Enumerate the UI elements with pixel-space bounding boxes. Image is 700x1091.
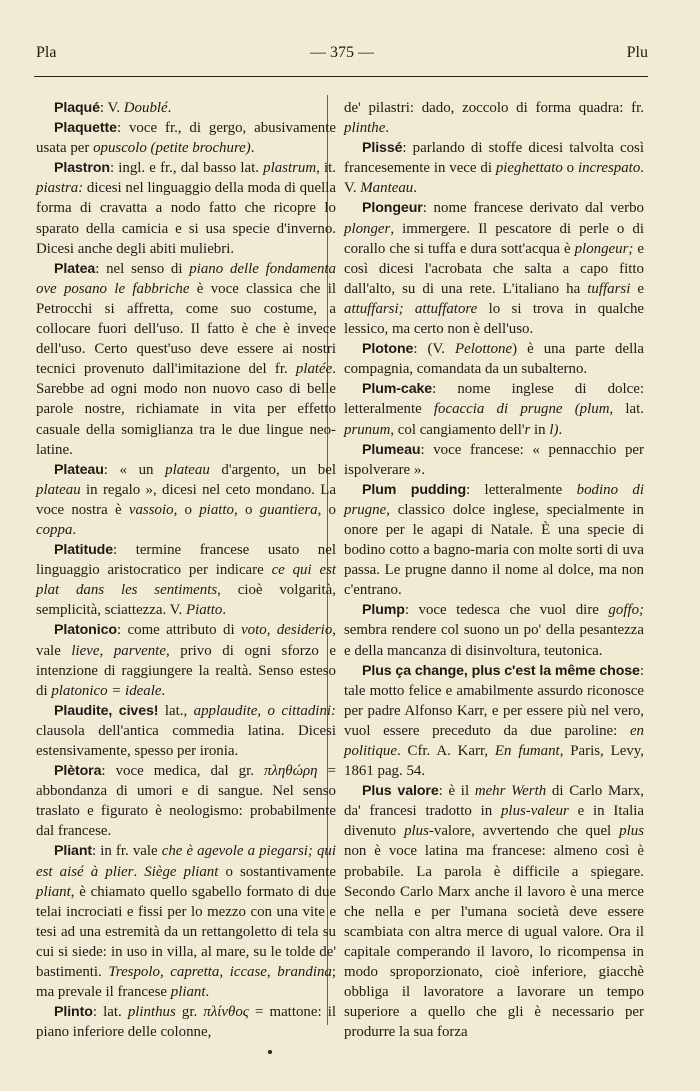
- entry-italic-text: goffo;: [608, 602, 644, 619]
- dictionary-entry: [36, 460, 336, 540]
- entry-headword: Plump: [362, 602, 405, 619]
- entry-text: in regalo », dicesi nel ceto mondano. La voce nostra è: [36, 481, 336, 518]
- entry-text: dicesi nel linguaggio della moda di quella forma di cravatta a nodo fatto che ricopre lo sparato della camicia e si usa specie d'inverno. Dicesi anche degli abiti muliebri.: [36, 180, 336, 257]
- entry-italic-text: Piatto: [185, 602, 223, 619]
- entry-text: ; ma prevale il francese: [36, 964, 336, 1001]
- entry-text: = mattone: il piano inferiore delle colonne,: [36, 1004, 336, 1041]
- entry-text: , Paris, Levy, 1861 pag. 54.: [344, 743, 644, 780]
- entry-italic-text: increspato: [577, 160, 641, 177]
- entry-italic-text: pliant: [170, 984, 206, 1001]
- entry-headword: Platea: [54, 260, 96, 277]
- dictionary-entry: [36, 841, 336, 1002]
- entry-text: , classico dolce inglese, specialmente in onore per le agapi di Natale. È una specie di bodino cotto a bagno-maria con molte sorti di uva passa. Le prugne danno il nome al dolce, ma non c'entrano.: [344, 501, 644, 599]
- running-header: [36, 44, 648, 70]
- entry-text: clausola dell'antica commedia latina. Dicesi estensivamente, spesso per ironia.: [36, 722, 336, 759]
- entry-headword: Platonico: [54, 622, 117, 639]
- entry-text: : tale motto felice e amabilmente assurdo riconosce per padre Alfonso Karr, e per essere più nel vero, vuol essere preceduto da due paroline:: [344, 662, 644, 739]
- dictionary-entry: [36, 118, 336, 158]
- entry-italic-text: pieghettato: [495, 160, 563, 177]
- dictionary-entry: [36, 158, 336, 258]
- entry-text: . V.: [344, 160, 644, 197]
- entry-text: : (V.: [413, 341, 456, 358]
- entry-italic-text: plongeur;: [574, 240, 634, 257]
- entry-text: .: [558, 421, 563, 438]
- entry-text: e: [630, 280, 644, 297]
- entry-text: , col cangiamento dell': [390, 421, 525, 438]
- entry-text: lo si trova in qualche lessico, ma certo non è dell'uso.: [344, 300, 644, 338]
- entry-italic-text: en politique: [344, 722, 644, 759]
- entry-text: : nome francese derivato dal verbo: [422, 200, 644, 217]
- dictionary-entry: [344, 198, 644, 339]
- entry-text: : voce tedesca che vuol dire: [404, 602, 609, 619]
- entry-italic-text: r: [524, 421, 531, 438]
- dictionary-entry: [36, 701, 336, 761]
- dictionary-entry: [344, 440, 644, 480]
- entry-text: .: [133, 863, 145, 880]
- entry-italic-text: plus-valeur: [500, 803, 569, 820]
- dictionary-entry: [344, 138, 644, 198]
- entry-italic-text: plus: [404, 823, 429, 840]
- dictionary-entry: [344, 600, 644, 660]
- entry-text: d'argento, un bel: [209, 461, 336, 478]
- entry-headword: Platitude: [54, 542, 114, 559]
- dictionary-entry: [344, 781, 644, 1042]
- entry-italic-text: pliant: [36, 883, 71, 900]
- dictionary-entry: [36, 1002, 336, 1042]
- entry-text: : nome inglese di dolce: letteralmente: [344, 381, 644, 418]
- entry-text: o sostantivamente: [218, 863, 336, 880]
- entry-text: .: [72, 521, 77, 538]
- entry-text: : lat.: [92, 1004, 128, 1021]
- entry-text: : parlando di stoffe dicesi talvolta così francesemente in vece di: [344, 140, 644, 177]
- entry-text: -valore, avvertendo che quel: [428, 823, 620, 840]
- entry-text: e così dicesi l'acrobata che salta a capo fitto dall'alto, su di una rete. L'italiano ha: [344, 240, 644, 297]
- dictionary-entry: [344, 661, 644, 782]
- entry-italic-text: voto, desiderio: [241, 622, 333, 639]
- entry-italic-text: attuffarsi; attuffatore: [344, 300, 478, 317]
- entry-headword: Plumeau: [362, 441, 421, 458]
- entry-italic-text: Doublé: [123, 100, 168, 116]
- entry-text: : è il: [438, 783, 475, 800]
- entry-text: , o: [233, 501, 260, 518]
- entry-headword: Plissé: [362, 140, 403, 157]
- entry-text: .: [385, 120, 390, 137]
- entry-italic-text: bodino di prugne: [344, 481, 644, 518]
- entry-text: .: [167, 100, 172, 116]
- entry-text: , è chiamato quello sgabello formato di due telai incrociati e fissi per lo mezzo con una vite e tesi ad una estremità da un rettangoletto di tela su cui si siede: in uso in villa, al mare, su le tolde de' bastimenti.: [36, 883, 336, 981]
- dictionary-entry: [344, 379, 644, 439]
- entry-headword: Plètora: [54, 763, 102, 780]
- entry-italic-text: En fumant: [494, 743, 560, 759]
- entry-text: , o: [317, 501, 336, 518]
- entry-italic-text: platée: [295, 361, 333, 378]
- entry-text: , immergere. Il pescatore di perle o di corallo che si tuffa e dura sott'acqua è: [344, 220, 644, 257]
- entry-text: è voce classica che il Petrocchi si affretta, come suo costume, a collocare fuori dell'uso. Il fatto è che è invece dell'uso. Certo quest'uso deve essere ai nostri tecnici provenuto dall'imitazione del fr.: [36, 280, 336, 378]
- entry-text: .: [161, 682, 166, 699]
- entry-italic-text: πληθώρη: [264, 763, 318, 780]
- dictionary-entry: [36, 259, 336, 460]
- entry-italic-text: lieve, parvente: [71, 642, 166, 659]
- entry-text: . Sarebbe ad ogni modo non nuovo caso di belle parole nostre, richiamate in vita per effetto casuale della somiglianza tra le due lingue neo-latine.: [36, 361, 336, 458]
- entry-text: lat.,: [158, 702, 194, 719]
- left-column: [36, 98, 336, 1042]
- entry-headword: Plinto: [54, 1004, 93, 1021]
- entry-text: .: [250, 140, 255, 157]
- entry-italic-text: plateau: [36, 481, 81, 498]
- entry-headword: Plaqué: [54, 100, 100, 116]
- entry-italic-text: coppa: [36, 521, 73, 538]
- entry-italic-text: plastrum: [263, 160, 317, 177]
- dictionary-entry: [344, 98, 644, 138]
- entry-text: : voce fr., di gergo, abusivamente usata per: [36, 120, 336, 157]
- dictionary-entry: [36, 540, 336, 620]
- entry-text: : letteralmente: [466, 481, 577, 498]
- entry-headword: Plastron: [54, 160, 110, 177]
- entry-text: de' pilastri: dado, zoccolo di forma quadra: fr.: [344, 100, 644, 116]
- entry-italic-text: Pelottone: [455, 341, 513, 358]
- entry-italic-text: ce qui est plat dans les sentiments: [36, 562, 337, 599]
- entry-italic-text: piastra:: [36, 180, 84, 197]
- entry-headword: Plaudite, cives!: [54, 702, 159, 719]
- entry-italic-text: tuffarsi: [587, 280, 631, 297]
- entry-text: non è voce latina ma francese: almeno così è probabile. La parola è difficile a spiegare. Secondo Carlo Marx anche il lavoro è una merce che nella e per l'umana società deve essere scambiata con altra merce di ugual valore. Ora il capitale comperando il lavoro, lo ricompensa in modo sproporzionato, cioè inferiore, giacchè obbliga il lavoratore a lavorare un tempo superiore a quello che gli è necessario per produrre la sua forza: [344, 843, 644, 1041]
- entry-text: : in fr. vale: [92, 843, 162, 860]
- entry-italic-text: plateau: [165, 461, 210, 478]
- entry-italic-text: plinthe: [344, 120, 386, 137]
- entry-text: sembra rendere col suono un po' della pesantezza e della mancanza di disinvoltura, teutonica.: [344, 622, 644, 659]
- entry-italic-text: Manteau: [360, 180, 414, 197]
- entry-italic-text: opuscolo (petite brochure): [93, 140, 251, 157]
- entry-italic-text: piatto: [199, 501, 234, 518]
- page-number: — 375 —: [310, 44, 374, 61]
- entry-headword: Plus valore: [362, 783, 439, 800]
- entry-text: , lat.: [609, 401, 644, 418]
- entry-headword: Plongeur: [362, 200, 423, 217]
- entry-text: : termine francese usato nel linguaggio aristocratico per indicare: [36, 542, 336, 579]
- entry-italic-text: plus: [619, 823, 644, 840]
- entry-text: : V.: [99, 100, 124, 116]
- entry-headword: Plaquette: [54, 120, 117, 137]
- entry-italic-text: che è agevole a piegarsi; qui est aisé à plier: [36, 843, 336, 880]
- dictionary-entry: [344, 339, 644, 379]
- entry-text: : nel senso di: [95, 260, 190, 277]
- entry-text: , cioè volgarità, semplicità, sciattezza. V.: [36, 582, 336, 619]
- dictionary-entry: [36, 620, 336, 700]
- dictionary-entry: [36, 98, 336, 118]
- entry-italic-text: l): [549, 421, 559, 438]
- entry-italic-text: plinthus: [127, 1004, 176, 1021]
- entry-text: ) è una parte della compagnia, comandata da un subalterno.: [344, 341, 644, 378]
- entry-text: di Carlo Marx, da' francesi tradotto in: [344, 783, 644, 820]
- entry-text: : ingl. e fr., dal basso lat.: [109, 160, 264, 177]
- entry-text: : come attributo di: [116, 622, 242, 639]
- entry-headword: Plum pudding: [362, 481, 467, 498]
- entry-italic-text: plonger: [344, 220, 391, 237]
- entry-text: .: [413, 180, 417, 197]
- right-column: [344, 98, 644, 1042]
- entry-italic-text: focaccia di prugne (plum: [433, 401, 610, 418]
- entry-text: , o: [173, 501, 200, 518]
- header-rule: [34, 76, 648, 77]
- entry-text: : voce medica, dal gr.: [101, 763, 265, 780]
- entry-italic-text: prunum: [344, 421, 391, 438]
- entry-italic-text: mehr Werth: [474, 783, 547, 800]
- header-left-guideword: Pla: [36, 44, 57, 61]
- entry-text: e in Italia divenuto: [344, 803, 645, 840]
- entry-text: .: [222, 602, 227, 619]
- entry-italic-text: Siège pliant: [144, 863, 219, 880]
- entry-text: . Cfr. A. Karr,: [396, 743, 495, 759]
- entry-headword: Plateau: [54, 461, 104, 478]
- entry-text: gr.: [175, 1004, 204, 1021]
- entry-text: , vale: [36, 622, 336, 659]
- entry-text: , it.: [316, 160, 336, 177]
- entry-italic-text: vassoio: [128, 501, 174, 518]
- entry-italic-text: πλίνθος: [203, 1004, 249, 1021]
- entry-text: .: [205, 984, 210, 1001]
- entry-italic-text: guantiera: [259, 501, 318, 518]
- entry-text: , privo di ogni sforzo e intenzione di raggiungere la realtà. Senso esteso di: [36, 642, 336, 699]
- entry-italic-text: Trespolo, capretta, iccase, brandina: [108, 964, 332, 981]
- entry-headword: Plus ça change, plus c'est la même chose: [362, 662, 640, 679]
- entry-headword: Pliant: [54, 843, 93, 860]
- header-right-guideword: Plu: [626, 44, 648, 61]
- entry-text: o: [562, 160, 578, 177]
- dictionary-entry: [344, 480, 644, 601]
- entry-text: in: [530, 421, 550, 438]
- entry-text: : « un: [103, 461, 166, 478]
- entry-italic-text: piano delle fondamenta ove posano le fabbriche: [36, 260, 336, 297]
- dictionary-entry: [36, 761, 336, 841]
- entry-headword: Plotone: [362, 341, 414, 358]
- footer-mark: [268, 1050, 272, 1054]
- entry-italic-text: applaudite, o cittadini:: [193, 702, 336, 719]
- entry-text: : voce francese: « pennacchio per ispolverare ».: [344, 441, 644, 478]
- entry-italic-text: platonico = ideale: [51, 682, 162, 699]
- entry-text: = abbondanza di umori e di sangue. Nel senso traslato e figurato è neologismo: probabilmente dal francese.: [36, 763, 336, 840]
- entry-headword: Plum-cake: [362, 381, 433, 398]
